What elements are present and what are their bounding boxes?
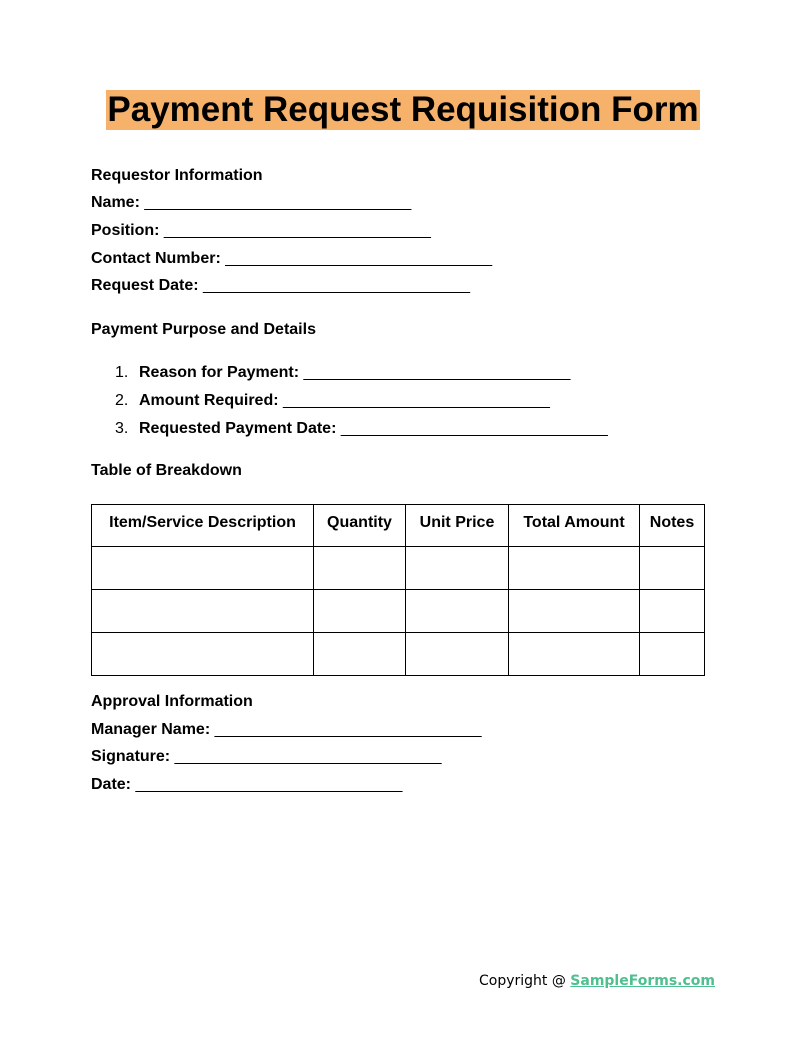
column-header-notes: Notes [640,505,705,547]
request-date-label: Request Date: [91,277,199,294]
table-cell[interactable] [314,590,406,633]
table-cell[interactable] [314,547,406,590]
request-date-blank: ______________________________ [203,277,470,294]
table-row [92,633,705,676]
table-cell[interactable] [92,633,314,676]
date-label: Date: [91,776,132,793]
position-field[interactable] [91,221,431,241]
table-row [92,590,705,633]
reason-for-payment-label: Reason for Payment: [139,364,300,381]
signature-label: Signature: [91,748,171,765]
column-header-quantity: Quantity [314,505,406,547]
table-cell[interactable] [314,633,406,676]
table-cell[interactable] [640,633,705,676]
name-field[interactable] [91,193,411,213]
manager-name-field[interactable] [91,720,482,740]
signature-blank: ______________________________ [174,748,442,765]
position-blank: ______________________________ [163,222,431,239]
purpose-heading: Payment Purpose and Details [91,321,316,338]
contact-number-blank: ______________________________ [225,250,493,267]
amount-required-item[interactable] [115,391,550,411]
table-cell[interactable] [406,633,509,676]
contact-number-label: Contact Number: [91,250,221,267]
list-number: 2. [115,392,129,409]
sampleforms-link[interactable]: SampleForms.com [570,973,715,989]
table-cell[interactable] [406,590,509,633]
table-cell[interactable] [640,590,705,633]
reason-for-payment-blank: ______________________________ [303,364,571,381]
date-field[interactable] [91,775,402,795]
approval-heading: Approval Information [91,693,253,710]
table-cell[interactable] [509,547,640,590]
breakdown-table [91,504,705,676]
breakdown-heading: Table of Breakdown [91,462,242,479]
table-cell[interactable] [509,590,640,633]
table-cell[interactable] [92,547,314,590]
column-header-description: Item/Service Description [92,505,314,547]
copyright-text: Copyright @ [478,973,571,989]
requestor-heading: Requestor Information [91,167,263,184]
table-cell[interactable] [640,547,705,590]
requested-payment-date-item[interactable] [115,419,608,439]
amount-required-label: Amount Required: [139,392,279,409]
reason-for-payment-item[interactable] [115,363,570,383]
requested-payment-date-blank: ______________________________ [340,420,608,437]
manager-name-blank: ______________________________ [214,721,482,738]
table-cell[interactable] [406,547,509,590]
list-number: 3. [115,420,129,437]
amount-required-blank: ______________________________ [283,392,550,409]
request-date-field[interactable] [91,276,470,296]
signature-field[interactable] [91,747,442,767]
manager-name-label: Manager Name: [91,721,211,738]
table-row [92,547,705,590]
requested-payment-date-label: Requested Payment Date: [139,420,337,437]
table-header-row [92,505,705,547]
table-cell[interactable] [92,590,314,633]
contact-number-field[interactable] [91,249,492,269]
list-number: 1. [115,364,129,381]
name-blank: ______________________________ [144,194,412,211]
name-label: Name: [91,194,140,211]
date-blank: ______________________________ [135,776,403,793]
column-header-total-amount: Total Amount [509,505,640,547]
title-wrapper [0,90,806,130]
copyright-footer [479,971,715,991]
position-label: Position: [91,222,160,239]
column-header-unit-price: Unit Price [406,505,509,547]
table-cell[interactable] [509,633,640,676]
page-title: Payment Request Requisition Form [107,90,699,129]
